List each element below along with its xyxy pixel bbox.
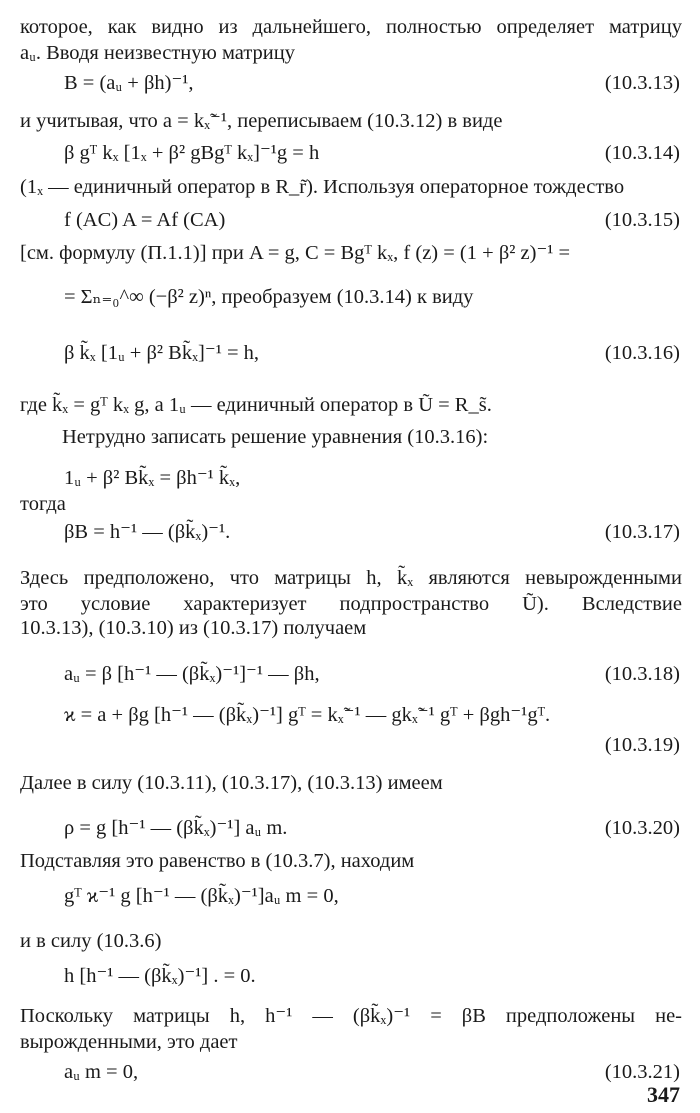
formula-line: aᵤ = β [h⁻¹ — (βk̃ₓ)⁻¹]⁻¹ — βh, bbox=[64, 663, 320, 685]
formula-line: Здесь предположено, что матрицы h, k̃ₓ являются невырожденными bbox=[20, 567, 682, 589]
formula-line: β k̃ₓ [1ᵤ + β² Bk̃ₓ]⁻¹ = h, bbox=[64, 342, 260, 364]
equation-number: (10.3.18) bbox=[604, 663, 680, 685]
equation-number: (10.3.13) bbox=[604, 72, 680, 94]
text-line: aᵤ. Вводя неизвестную матрицу bbox=[20, 42, 295, 64]
formula-line: 1ᵤ + β² Bk̃ₓ = βh⁻¹ k̃ₓ, bbox=[64, 467, 241, 489]
formula-line: которое, как видно из дальнейшего, полностью определяет матрицу bbox=[20, 16, 682, 38]
text-line: 10.3.13), (10.3.10) из (10.3.17) получаем bbox=[20, 617, 367, 639]
text-line: Далее в силу (10.3.11), (10.3.17), (10.3.13) имеем bbox=[20, 772, 443, 794]
formula-line: β gᵀ kₓ [1ₓ + β² gBgᵀ kₓ]⁻¹g = h bbox=[64, 142, 320, 164]
formula-line: это условие характеризует подпространство Ũ). Вследствие bbox=[20, 593, 682, 615]
text-line: (1ₓ — единичный оператор в R_r̃). Используя операторное тождество bbox=[20, 176, 625, 198]
formula-line: βB = h⁻¹ — (βk̃ₓ)⁻¹. bbox=[64, 521, 231, 543]
equation-number: (10.3.14) bbox=[604, 142, 680, 164]
formula-line: ρ = g [h⁻¹ — (βk̃ₓ)⁻¹] aᵤ m. bbox=[64, 817, 288, 839]
equation-number: (10.3.21) bbox=[604, 1061, 680, 1083]
text-line: и в силу (10.3.6) bbox=[20, 930, 162, 952]
formula-line: B = (aᵤ + βh)⁻¹, bbox=[64, 72, 194, 94]
page-number: 347 bbox=[647, 1082, 680, 1107]
equation-number: (10.3.17) bbox=[604, 521, 680, 543]
text-line: вырожденными, это дает bbox=[20, 1031, 238, 1053]
text-line: тогда bbox=[20, 493, 66, 515]
formula-line: h [h⁻¹ — (βk̃ₓ)⁻¹] . = 0. bbox=[64, 965, 256, 987]
formula-line: aᵤ m = 0, bbox=[64, 1061, 139, 1083]
formula-line: f (AC) A = Af (CA) bbox=[64, 209, 226, 231]
text-line: [см. формулу (П.1.1)] при A = g, C = Bgᵀ kₓ, f (z) = (1 + β² z)⁻¹ = bbox=[20, 242, 571, 264]
formula-line: ϰ = a + βg [h⁻¹ — (βk̃ₓ)⁻¹] gᵀ = kₓ̃⁻¹ — gkₓ̃⁻¹ gᵀ + βgh⁻¹gᵀ. bbox=[64, 704, 551, 726]
equation-number: (10.3.20) bbox=[604, 817, 680, 839]
equation-number: (10.3.16) bbox=[604, 342, 680, 364]
text-line: и учитывая, что a = kₓ̃⁻¹, переписываем (10.3.12) в виде bbox=[20, 110, 503, 132]
text-line: Подставляя это равенство в (10.3.7), находим bbox=[20, 850, 415, 872]
formula-line: = Σₙ₌₀^∞ (−β² z)ⁿ, преобразуем (10.3.14) к виду bbox=[64, 286, 474, 308]
formula-line: gᵀ ϰ⁻¹ g [h⁻¹ — (βk̃ₓ)⁻¹]aᵤ m = 0, bbox=[64, 885, 339, 907]
formula-line: Поскольку матрицы h, h⁻¹ — (βk̃ₓ)⁻¹ = βB предположены не- bbox=[20, 1005, 682, 1027]
equation-number: (10.3.19) bbox=[604, 734, 680, 756]
equation-number: (10.3.15) bbox=[604, 209, 680, 231]
text-line: Нетрудно записать решение уравнения (10.3.16): bbox=[62, 426, 489, 448]
text-line: где k̃ₓ = gᵀ kₓ g, а 1ᵤ — единичный оператор в Ũ = R_s̃. bbox=[20, 394, 492, 416]
